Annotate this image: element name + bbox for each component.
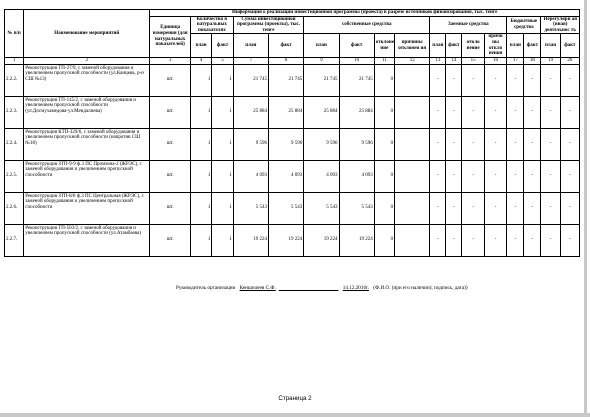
row-sum-plan: 9 596 xyxy=(233,128,268,160)
row-own-deviation: 0 xyxy=(374,224,394,256)
col-loan-funds-header: Заемные средства xyxy=(430,16,507,34)
col-name-header: Наименование мероприятий xyxy=(24,10,150,58)
row-empty-value: - xyxy=(560,64,579,96)
report-body xyxy=(5,64,580,256)
col-index: 14 xyxy=(446,57,462,64)
row-own-fact: 4 093 xyxy=(339,160,374,192)
col-unit-header: Единица измерения (для натуральных показателей) xyxy=(150,16,191,57)
page-number: Страница 2 xyxy=(278,395,312,402)
row-empty-value: - xyxy=(446,128,462,160)
row-qty-fact: 1 xyxy=(212,160,233,192)
col-qty-header: Количество в натуральных показателях xyxy=(190,16,233,34)
row-empty-value: - xyxy=(524,128,541,160)
row-own-deviation: 0 xyxy=(374,192,394,224)
row-sum-plan: 25 884 xyxy=(233,96,268,128)
loan-deviation-header: откло нение xyxy=(462,34,484,57)
col-sum-header: Сумма инвестиционной программы (проекты), тыс. тенге xyxy=(233,16,304,34)
row-own-fact: 5 543 xyxy=(339,192,374,224)
header-row-1 xyxy=(5,10,580,17)
col-index: 17 xyxy=(507,57,524,64)
page-shadow-bottom xyxy=(0,413,590,417)
row-unit: шт. xyxy=(150,192,191,224)
row-empty-value: - xyxy=(430,224,446,256)
row-empty-value: - xyxy=(430,192,446,224)
row-name: Реконструкция ТП-27/9, с заменой оборудования и увеличением пропускной способности (ул.Канцева, р-н СШ №13) xyxy=(24,64,150,96)
row-own-deviation: 0 xyxy=(374,160,394,192)
irregular-fact-header: факт xyxy=(560,34,579,57)
row-number: 2.2.6. xyxy=(5,192,24,224)
row-empty-value: - xyxy=(524,192,541,224)
row-empty-value: - xyxy=(446,224,462,256)
investment-report-table xyxy=(4,9,580,257)
own-deviation-header: отклоне ние xyxy=(374,34,394,57)
col-index: 1 xyxy=(5,57,24,64)
row-empty-value: - xyxy=(541,128,560,160)
row-sum-fact: 9 596 xyxy=(268,128,303,160)
own-fact-header: факт xyxy=(339,34,374,57)
col-own-funds-header: собственные средства xyxy=(304,16,430,34)
col-index: 12 xyxy=(395,57,430,64)
row-qty-plan: 1 xyxy=(190,160,211,192)
row-number: 2.2.5. xyxy=(5,160,24,192)
row-empty-value: - xyxy=(524,224,541,256)
row-empty-value: - xyxy=(507,224,524,256)
row-own-fact: 9 596 xyxy=(339,128,374,160)
row-qty-plan: 1 xyxy=(190,64,211,96)
row-empty-value: - xyxy=(507,160,524,192)
row-own-deviation: 0 xyxy=(374,96,394,128)
row-own-deviation: 0 xyxy=(374,64,394,96)
row-empty-value: - xyxy=(560,224,579,256)
row-own-reason xyxy=(395,192,430,224)
row-sum-fact: 5 543 xyxy=(268,192,303,224)
row-empty-value: - xyxy=(560,160,579,192)
row-own-plan: 25 884 xyxy=(304,96,339,128)
row-empty-value: - xyxy=(462,224,484,256)
qty-fact-header: факт xyxy=(212,34,233,57)
row-qty-plan: 1 xyxy=(190,224,211,256)
signature-caption: (Ф.И.О. (при его наличии), подпись, дата)) xyxy=(373,285,468,291)
row-name: Реконструкция ТП-145/2, с заменой оборудования и увеличением пропускной способности (ул.Досмухамедова-ул.Мендалиева) xyxy=(24,96,150,128)
loan-reasons-header: причи ны откло нения xyxy=(484,34,506,57)
row-number: 2.2.7. xyxy=(5,224,24,256)
row-own-plan: 9 596 xyxy=(304,128,339,160)
row-sum-plan: 5 543 xyxy=(233,192,268,224)
row-empty-value: - xyxy=(462,192,484,224)
row-number: 2.2.4. xyxy=(5,128,24,160)
row-empty-value: - xyxy=(507,192,524,224)
row-sum-fact: 4 093 xyxy=(268,160,303,192)
row-empty-value: - xyxy=(430,96,446,128)
row-sum-fact: 19 224 xyxy=(268,224,303,256)
row-unit: шт. xyxy=(150,128,191,160)
row-empty-value: - xyxy=(507,128,524,160)
qty-plan-header: план xyxy=(190,34,211,57)
col-irregular-header: Нерегулярн ая (иная) деятельнос ть xyxy=(541,16,580,34)
row-own-plan: 19 224 xyxy=(304,224,339,256)
row-sum-fact: 25 884 xyxy=(268,96,303,128)
col-index: 3 xyxy=(150,57,191,64)
row-empty-value: - xyxy=(541,192,560,224)
row-empty-value: - xyxy=(541,64,560,96)
row-empty-value: - xyxy=(560,192,579,224)
row-own-fact: 19 224 xyxy=(339,224,374,256)
row-empty-value: - xyxy=(462,96,484,128)
table-row xyxy=(5,160,580,192)
row-qty-plan: 1 xyxy=(190,192,211,224)
row-empty-value: - xyxy=(446,96,462,128)
table-row xyxy=(5,224,580,256)
col-number-header: № п/п xyxy=(5,10,24,58)
budget-plan-header: план xyxy=(507,34,524,57)
table-row xyxy=(5,64,580,96)
col-index: 4 xyxy=(190,57,211,64)
row-empty-value: - xyxy=(524,64,541,96)
row-empty-value: - xyxy=(446,64,462,96)
col-index: 13 xyxy=(430,57,446,64)
row-empty-value: - xyxy=(430,160,446,192)
col-index: 10 xyxy=(339,57,374,64)
sum-plan-header: план xyxy=(233,34,268,57)
row-empty-value: - xyxy=(560,96,579,128)
row-unit: шт. xyxy=(150,160,191,192)
row-own-reason xyxy=(395,224,430,256)
irregular-plan-header: план xyxy=(541,34,560,57)
row-number: 2.2.3. xyxy=(5,96,24,128)
row-sum-fact: 21 745 xyxy=(268,64,303,96)
row-empty-value: - xyxy=(541,224,560,256)
own-reasons-header: причины отклонен ия xyxy=(395,34,430,57)
row-empty-value: - xyxy=(462,128,484,160)
page-shadow-right xyxy=(584,0,587,417)
row-qty-plan: 1 xyxy=(190,128,211,160)
row-number: 2.2.2. xyxy=(5,64,24,96)
row-empty-value: - xyxy=(462,64,484,96)
col-index: 8 xyxy=(268,57,303,64)
row-empty-value: - xyxy=(484,64,506,96)
row-unit: шт. xyxy=(150,96,191,128)
row-own-deviation: 0 xyxy=(374,128,394,160)
row-empty-value: - xyxy=(507,96,524,128)
signatory-position: Руководитель организации xyxy=(176,285,236,291)
column-numbers-row xyxy=(5,57,580,64)
row-name: Реконструкция ТП-503/2, с заменой оборудования и увеличением пропускной способности (ул.Атамбаева) xyxy=(24,224,150,256)
row-own-reason xyxy=(395,96,430,128)
col-index: 20 xyxy=(560,57,579,64)
row-empty-value: - xyxy=(524,160,541,192)
row-empty-value: - xyxy=(484,128,506,160)
budget-fact-header: факт xyxy=(524,34,541,57)
col-index: 15 xyxy=(462,57,484,64)
col-index: 5 xyxy=(212,57,233,64)
row-empty-value: - xyxy=(507,64,524,96)
row-sum-plan: 21 745 xyxy=(233,64,268,96)
row-empty-value: - xyxy=(484,224,506,256)
signature-date: 14.12.2016г. xyxy=(342,285,369,291)
row-empty-value: - xyxy=(560,128,579,160)
row-empty-value: - xyxy=(430,128,446,160)
own-plan-header: план xyxy=(304,34,339,57)
col-index: 19 xyxy=(541,57,560,64)
row-empty-value: - xyxy=(446,192,462,224)
row-own-fact: 21 745 xyxy=(339,64,374,96)
col-index: 7 xyxy=(233,57,268,64)
row-qty-fact: 1 xyxy=(212,224,233,256)
col-index: 16 xyxy=(484,57,506,64)
row-own-fact: 25 884 xyxy=(339,96,374,128)
row-sum-plan: 4 093 xyxy=(233,160,268,192)
row-qty-fact: 1 xyxy=(212,64,233,96)
row-own-plan: 4 093 xyxy=(304,160,339,192)
row-name: Реконструкция ЗТП-8/8 ф.3 ПС Центральная (ЖРЭС), с заменой оборудования и увеличением пропускной способности xyxy=(24,192,150,224)
row-empty-value: - xyxy=(524,96,541,128)
row-empty-value: - xyxy=(446,160,462,192)
row-own-reason xyxy=(395,128,430,160)
row-qty-plan: 1 xyxy=(190,96,211,128)
row-empty-value: - xyxy=(462,160,484,192)
row-name: Реконструкция ЗТП-9-9 ф.3 ПС Промзона-2 (ЖРЭС), с заменой оборудования и увеличением пропускной способности xyxy=(24,160,150,192)
row-qty-fact: 1 xyxy=(212,192,233,224)
row-own-plan: 5 543 xyxy=(304,192,339,224)
row-sum-plan: 19 224 xyxy=(233,224,268,256)
row-empty-value: - xyxy=(484,160,506,192)
loan-fact-header: факт xyxy=(446,34,462,57)
col-budget-header: Бюджетные средства xyxy=(507,16,541,34)
row-name: Реконструкция КТП-329/6, с заменой оборудования и увеличением пропускной способности (напротив СШ №18) xyxy=(24,128,150,160)
loan-plan-header: план xyxy=(430,34,446,57)
col-index: 2 xyxy=(24,57,150,64)
row-unit: шт. xyxy=(150,224,191,256)
row-qty-fact: 1 xyxy=(212,128,233,160)
signature-line xyxy=(176,285,536,291)
row-qty-fact: 1 xyxy=(212,96,233,128)
table-row xyxy=(5,128,580,160)
col-index: 11 xyxy=(374,57,394,64)
row-unit: шт. xyxy=(150,64,191,96)
col-index: 9 xyxy=(304,57,339,64)
row-own-plan: 21 745 xyxy=(304,64,339,96)
table-row xyxy=(5,96,580,128)
row-own-reason xyxy=(395,64,430,96)
row-empty-value: - xyxy=(430,64,446,96)
row-own-reason xyxy=(395,160,430,192)
row-empty-value: - xyxy=(484,192,506,224)
row-empty-value: - xyxy=(541,160,560,192)
row-empty-value: - xyxy=(541,96,560,128)
row-empty-value: - xyxy=(484,96,506,128)
table-row xyxy=(5,192,580,224)
col-index: 18 xyxy=(524,57,541,64)
report-title: Информация о реализации инвестиционной программы (проекта) в разрезе источников финансирования, тыс. тенге xyxy=(150,10,580,17)
sum-fact-header: факт xyxy=(268,34,303,57)
signatory-name: Кеншилеев С.Ф. xyxy=(239,285,276,291)
